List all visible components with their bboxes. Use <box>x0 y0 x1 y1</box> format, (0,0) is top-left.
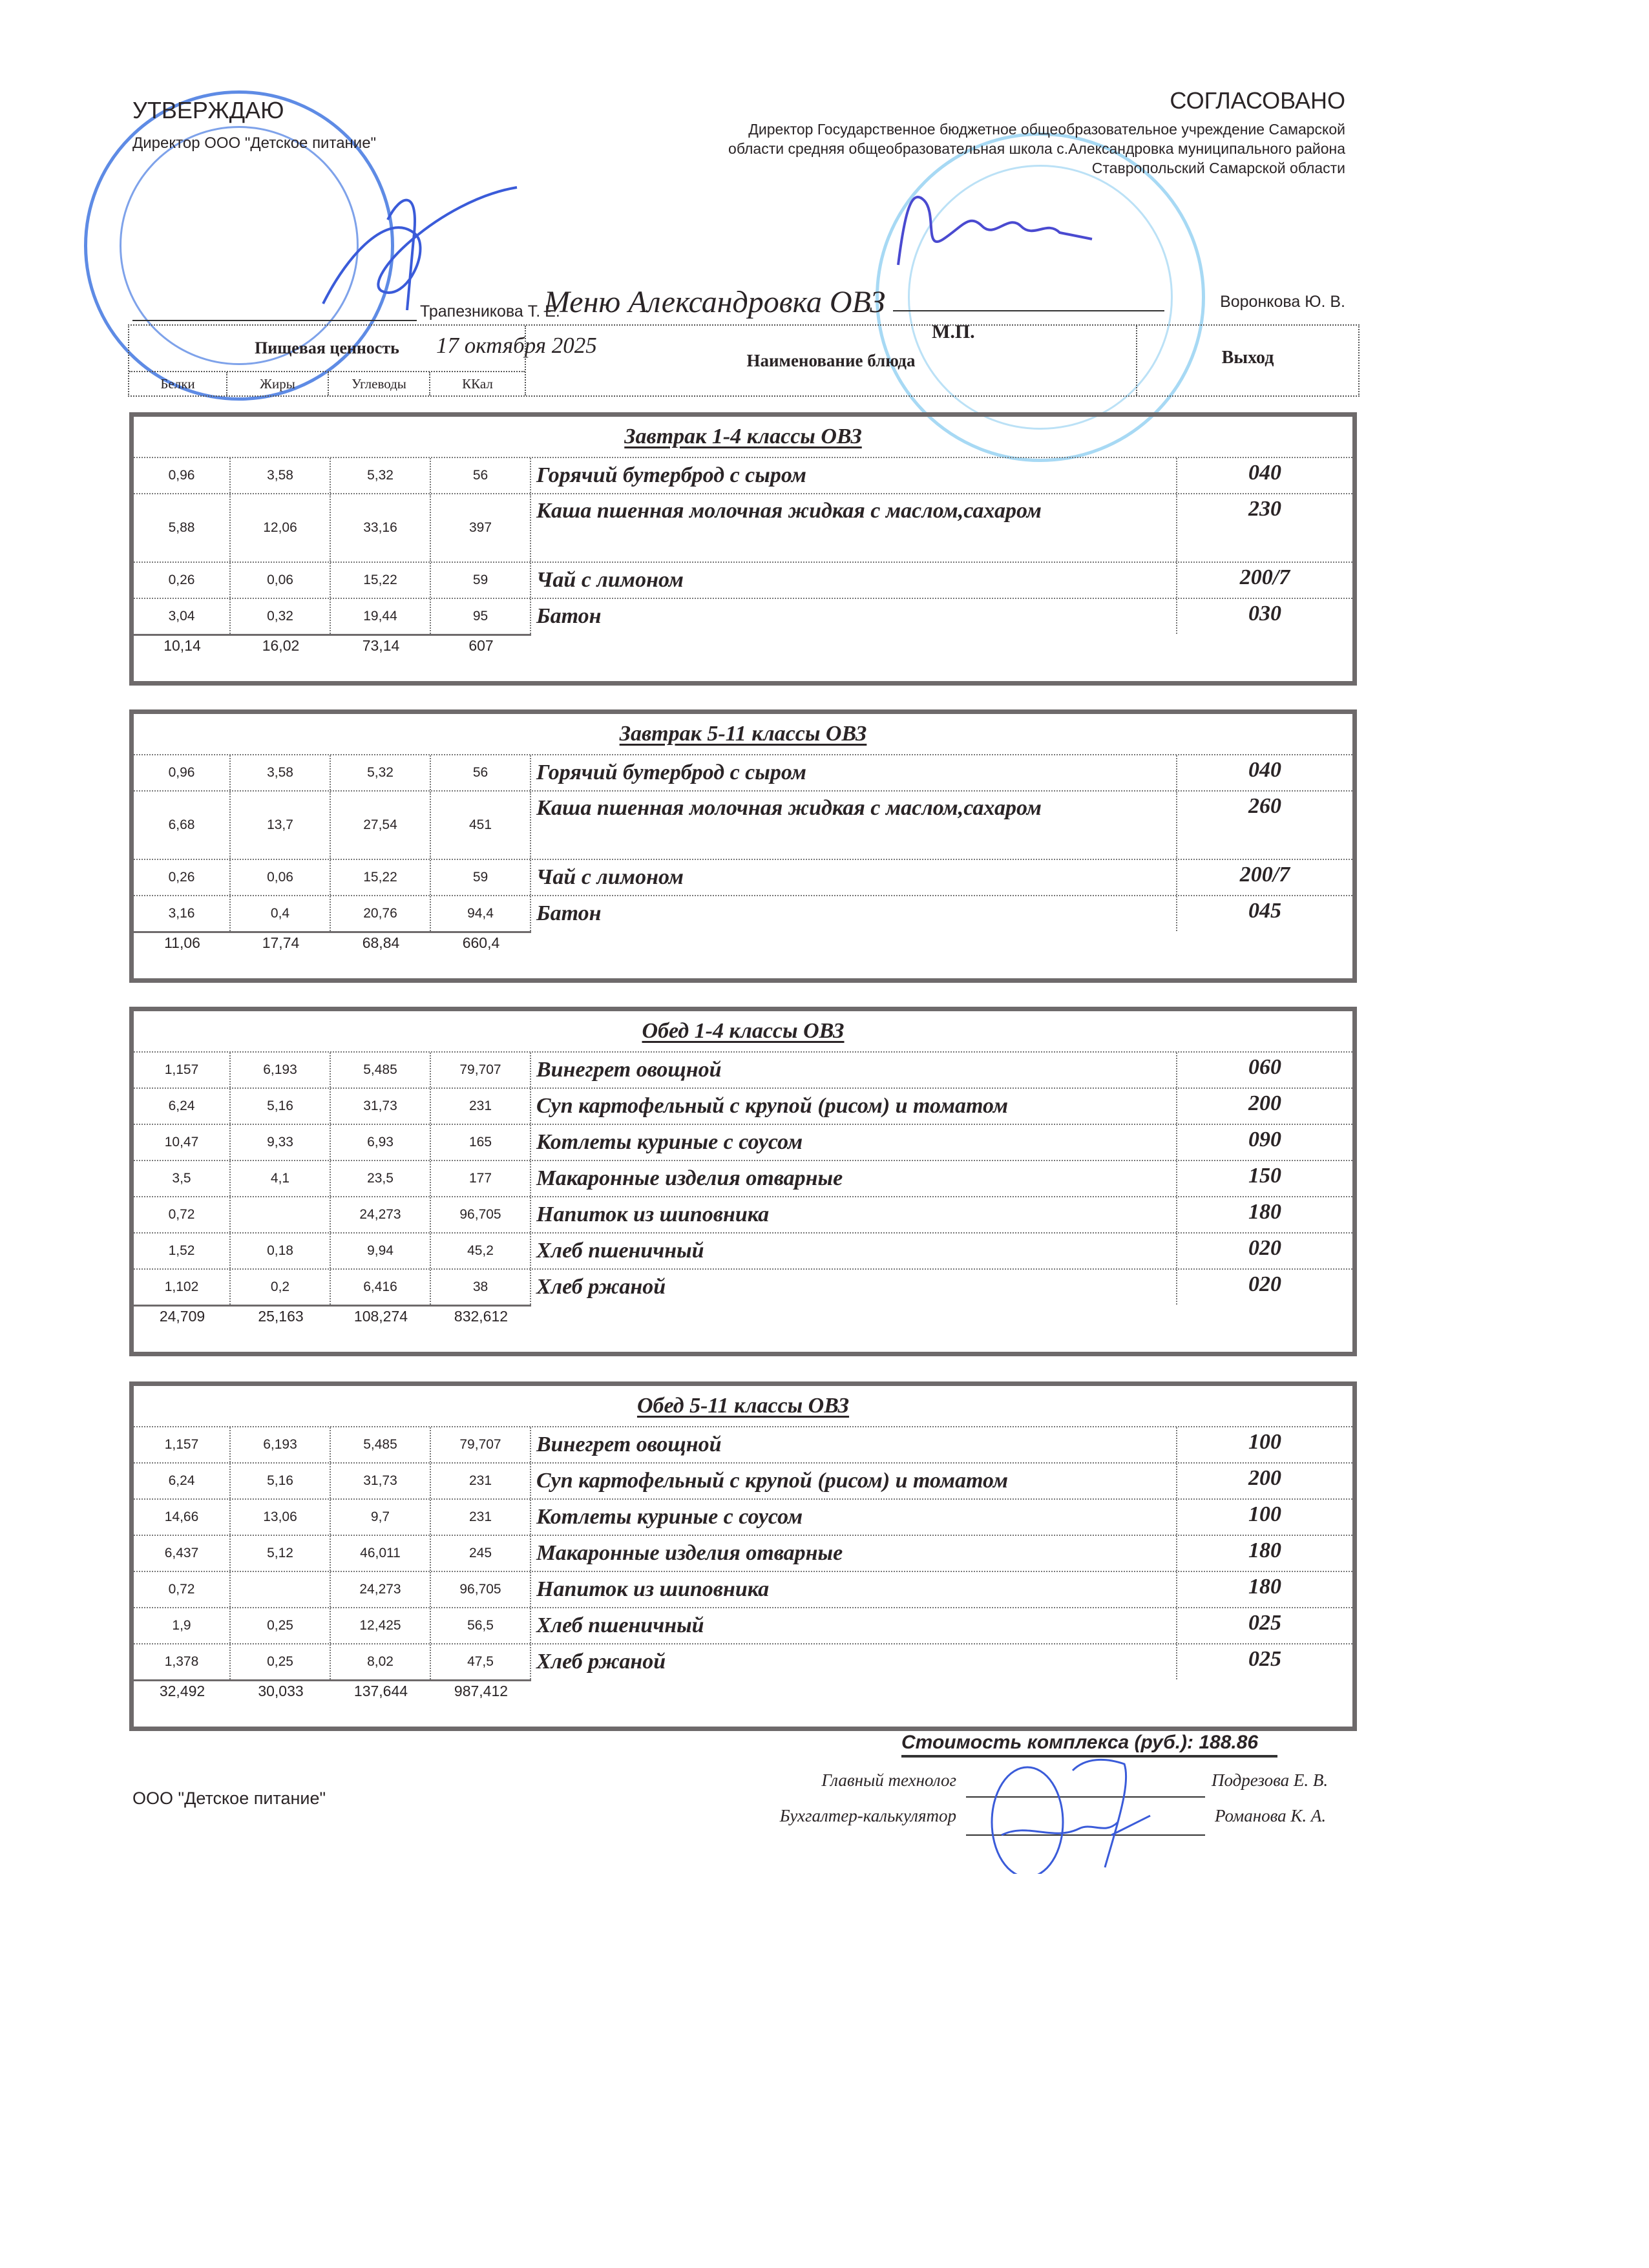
menu-row <box>134 895 1352 931</box>
yield-cell: 100 <box>1248 1502 1281 1526</box>
dish-name-cell: Хлеб пшеничный <box>531 1608 1177 1643</box>
yield-cell: 040 <box>1248 461 1281 485</box>
agreement-org <box>615 120 1345 178</box>
dish-name-cell: Макаронные изделия отварные <box>531 1536 1177 1571</box>
dish-name-cell: Батон <box>531 896 1177 931</box>
carbs-cell: 8,02 <box>331 1644 431 1679</box>
totals-row <box>134 634 531 681</box>
total-protein: 11,06 <box>164 934 200 951</box>
meal-section <box>129 1007 1357 1356</box>
accountant-name: Романова К. А. <box>1215 1806 1327 1825</box>
kcal-cell: 45,2 <box>431 1234 531 1268</box>
protein-cell: 1,102 <box>134 1270 231 1305</box>
yield-cell: 200 <box>1248 1466 1281 1490</box>
yield-cell: 180 <box>1248 1538 1281 1562</box>
section-title-text: Завтрак 1-4 классы ОВЗ <box>624 425 862 448</box>
fat-cell <box>231 1572 331 1607</box>
yield-cell: 020 <box>1248 1272 1281 1296</box>
carbs-cell: 24,273 <box>331 1572 431 1607</box>
seal-label: М.П. <box>932 321 975 342</box>
fat-cell: 12,06 <box>231 494 331 562</box>
section-title-text: Завтрак 5-11 классы ОВЗ <box>619 722 867 746</box>
fat-cell <box>231 1197 331 1232</box>
total-protein: 10,14 <box>163 637 201 654</box>
protein-cell: 10,47 <box>134 1125 231 1160</box>
carbs-cell: 24,273 <box>331 1197 431 1232</box>
protein-cell: 1,378 <box>134 1644 231 1679</box>
menu-row <box>134 1087 1352 1124</box>
dish-name-cell: Напиток из шиповника <box>531 1197 1177 1232</box>
approval-role: Директор ООО "Детское питание" <box>132 134 377 152</box>
section-title <box>134 1386 1352 1426</box>
menu-row <box>134 1643 1352 1679</box>
fat-cell: 0,06 <box>231 563 331 598</box>
meal-section <box>129 709 1357 983</box>
total-fat: 30,033 <box>258 1683 304 1699</box>
menu-row <box>134 493 1352 562</box>
carbs-cell: 19,44 <box>331 599 431 634</box>
carbs-cell: 33,16 <box>331 494 431 562</box>
totals-row <box>134 1679 531 1727</box>
fat-cell: 0,32 <box>231 599 331 634</box>
yield-cell: 025 <box>1248 1647 1281 1671</box>
fat-cell: 0,06 <box>231 860 331 895</box>
dish-name-cell: Хлеб ржаной <box>531 1270 1177 1305</box>
kcal-cell: 231 <box>431 1500 531 1535</box>
carbs-cell: 6,93 <box>331 1125 431 1160</box>
dish-name-cell: Котлеты куриные с соусом <box>531 1125 1177 1160</box>
protein-cell: 6,24 <box>134 1089 231 1124</box>
yield-cell: 180 <box>1248 1575 1281 1599</box>
total-carbs: 73,14 <box>362 637 400 654</box>
carbs-cell: 9,94 <box>331 1234 431 1268</box>
accountant-row <box>646 1806 1357 1845</box>
company-name: ООО "Детское питание" <box>132 1789 326 1808</box>
kcal-cell: 397 <box>431 494 531 562</box>
agreement-org-line: области средняя общеобразовательная школа с.Александровка муниципального района <box>728 140 1345 157</box>
menu-row <box>134 1051 1352 1087</box>
kcal-cell: 38 <box>431 1270 531 1305</box>
nutrition-header <box>129 326 526 395</box>
total-kcal: 987,412 <box>454 1683 509 1699</box>
fat-cell: 6,193 <box>231 1427 331 1462</box>
total-kcal: 607 <box>468 637 494 654</box>
carbs-cell: 5,32 <box>331 458 431 493</box>
kcal-cell: 79,707 <box>431 1053 531 1087</box>
protein-cell: 3,5 <box>134 1161 231 1196</box>
menu-row <box>134 1462 1352 1498</box>
section-title <box>134 417 1352 457</box>
col-kcal: ККал <box>462 376 493 392</box>
fat-cell: 9,33 <box>231 1125 331 1160</box>
signature-line <box>966 1796 1205 1798</box>
col-yield: Выход <box>1221 348 1274 368</box>
kcal-cell: 47,5 <box>431 1644 531 1679</box>
column-header <box>128 324 1360 397</box>
kcal-cell: 79,707 <box>431 1427 531 1462</box>
kcal-cell: 95 <box>431 599 531 634</box>
menu-row <box>134 1232 1352 1268</box>
agreement-title: СОГЛАСОВАНО <box>1170 87 1345 114</box>
kcal-cell: 231 <box>431 1089 531 1124</box>
dish-name-cell: Суп картофельный с крупой (рисом) и томатом <box>531 1089 1177 1124</box>
total-carbs: 68,84 <box>362 934 400 951</box>
yield-cell: 030 <box>1248 602 1281 625</box>
dish-name-cell: Макаронные изделия отварные <box>531 1161 1177 1196</box>
dish-name-cell: Горячий бутерброд с сыром <box>531 458 1177 493</box>
carbs-cell: 27,54 <box>331 792 431 859</box>
protein-cell: 6,437 <box>134 1536 231 1571</box>
menu-row <box>134 1124 1352 1160</box>
carbs-cell: 31,73 <box>331 1464 431 1498</box>
kcal-cell: 56 <box>431 755 531 790</box>
yield-cell: 100 <box>1248 1430 1281 1454</box>
menu-row <box>134 562 1352 598</box>
menu-row <box>134 790 1352 859</box>
yield-cell: 200 <box>1248 1091 1281 1115</box>
agreement-signature-line <box>893 310 1164 311</box>
fat-cell: 5,16 <box>231 1464 331 1498</box>
protein-cell: 6,68 <box>134 792 231 859</box>
kcal-cell: 245 <box>431 1536 531 1571</box>
kcal-cell: 56,5 <box>431 1608 531 1643</box>
protein-cell: 1,52 <box>134 1234 231 1268</box>
protein-cell: 0,96 <box>134 458 231 493</box>
total-kcal: 832,612 <box>454 1308 509 1325</box>
protein-cell: 0,26 <box>134 563 231 598</box>
yield-cell: 260 <box>1248 794 1281 818</box>
protein-cell: 0,96 <box>134 755 231 790</box>
total-protein: 32,492 <box>159 1683 205 1699</box>
dish-name-cell: Винегрет овощной <box>531 1427 1177 1462</box>
agreement-org-line: Директор Государственное бюджетное общеобразовательное учреждение Самарской <box>748 121 1345 138</box>
kcal-cell: 165 <box>431 1125 531 1160</box>
col-protein: Белки <box>129 372 227 395</box>
chief-technologist-name: Подрезова Е. В. <box>1212 1770 1329 1790</box>
kcal-cell: 59 <box>431 563 531 598</box>
fat-cell: 6,193 <box>231 1053 331 1087</box>
yield-cell: 150 <box>1248 1164 1281 1188</box>
agreement-org-line: Ставропольский Самарской области <box>1091 160 1345 176</box>
accountant-role: Бухгалтер-калькулятор <box>779 1806 956 1825</box>
yield-cell: 200/7 <box>1239 565 1290 589</box>
carbs-cell: 12,425 <box>331 1608 431 1643</box>
kcal-cell: 451 <box>431 792 531 859</box>
dish-name-cell: Напиток из шиповника <box>531 1572 1177 1607</box>
total-fat: 16,02 <box>262 637 300 654</box>
total-fat: 17,74 <box>262 934 300 951</box>
agreement-signer: Воронкова Ю. В. <box>1220 293 1345 311</box>
dish-name-cell: Каша пшенная молочная жидкая с маслом,сахаром <box>531 494 1177 562</box>
menu-row <box>134 1571 1352 1607</box>
protein-cell: 1,157 <box>134 1427 231 1462</box>
totals-row <box>134 1305 531 1352</box>
carbs-cell: 46,011 <box>331 1536 431 1571</box>
protein-cell: 5,88 <box>134 494 231 562</box>
menu-row <box>134 457 1352 493</box>
fat-cell: 13,06 <box>231 1500 331 1535</box>
carbs-cell: 6,416 <box>331 1270 431 1305</box>
carbs-cell: 5,485 <box>331 1427 431 1462</box>
total-kcal: 660,4 <box>462 934 500 951</box>
yield-cell: 060 <box>1248 1055 1281 1079</box>
fat-cell: 4,1 <box>231 1161 331 1196</box>
col-carbs: Углеводы <box>329 372 430 395</box>
yield-cell: 180 <box>1248 1200 1281 1224</box>
dish-name-cell: Каша пшенная молочная жидкая с маслом,сахаром <box>531 792 1177 859</box>
approval-signer: Трапезникова Т. Е. <box>420 302 560 320</box>
protein-cell: 14,66 <box>134 1500 231 1535</box>
fat-cell: 0,25 <box>231 1644 331 1679</box>
dish-name-cell: Винегрет овощной <box>531 1053 1177 1087</box>
dish-name-cell: Горячий бутерброд с сыром <box>531 755 1177 790</box>
yield-cell: 230 <box>1248 497 1281 521</box>
menu-row <box>134 1607 1352 1643</box>
carbs-cell: 5,32 <box>331 755 431 790</box>
yield-cell: 025 <box>1248 1611 1281 1635</box>
menu-row <box>134 859 1352 895</box>
fat-cell: 13,7 <box>231 792 331 859</box>
chief-technologist-row <box>646 1770 1357 1809</box>
fat-cell: 0,4 <box>231 896 331 931</box>
total-fat: 25,163 <box>258 1308 304 1325</box>
menu-row <box>134 1268 1352 1305</box>
kcal-cell: 59 <box>431 860 531 895</box>
total-carbs: 108,274 <box>353 1308 408 1325</box>
menu-row <box>134 754 1352 790</box>
section-title <box>134 1011 1352 1051</box>
total-carbs: 137,644 <box>353 1683 408 1699</box>
col-fat: Жиры <box>227 372 329 395</box>
meal-section <box>129 412 1357 686</box>
fat-cell: 5,12 <box>231 1536 331 1571</box>
menu-row <box>134 1160 1352 1196</box>
protein-cell: 1,9 <box>134 1608 231 1643</box>
dish-name-cell: Хлеб ржаной <box>531 1644 1177 1679</box>
kcal-cell: 96,705 <box>431 1572 531 1607</box>
protein-cell: 0,72 <box>134 1197 231 1232</box>
carbs-cell: 15,22 <box>331 860 431 895</box>
approval-title: УТВЕРЖДАЮ <box>132 97 284 123</box>
fat-cell: 0,2 <box>231 1270 331 1305</box>
approval-signature-line <box>132 320 417 321</box>
kcal-cell: 94,4 <box>431 896 531 931</box>
menu-row <box>134 1498 1352 1535</box>
section-title-text: Обед 5-11 классы ОВЗ <box>636 1394 850 1418</box>
dish-name-cell: Чай с лимоном <box>531 563 1177 598</box>
col-dish: Наименование блюда <box>526 326 1137 395</box>
totals-row <box>134 931 531 978</box>
section-title <box>134 714 1352 754</box>
dish-name-cell: Чай с лимоном <box>531 860 1177 895</box>
yield-cell: 045 <box>1248 899 1281 923</box>
fat-cell: 3,58 <box>231 755 331 790</box>
kcal-cell: 231 <box>431 1464 531 1498</box>
school-director-signature-icon <box>885 174 1098 278</box>
carbs-cell: 20,76 <box>331 896 431 931</box>
protein-cell: 0,72 <box>134 1572 231 1607</box>
yield-cell: 040 <box>1248 758 1281 782</box>
protein-cell: 3,04 <box>134 599 231 634</box>
carbs-cell: 23,5 <box>331 1161 431 1196</box>
dish-name-cell: Суп картофельный с крупой (рисом) и томатом <box>531 1464 1177 1498</box>
yield-cell: 020 <box>1248 1236 1281 1260</box>
approval-date: 17 октября 2025 <box>436 333 597 358</box>
kcal-cell: 96,705 <box>431 1197 531 1232</box>
complex-cost: Стоимость комплекса (руб.): 188.86 <box>901 1732 1277 1758</box>
yield-cell: 200/7 <box>1239 863 1290 887</box>
protein-cell: 6,24 <box>134 1464 231 1498</box>
dish-name-cell: Хлеб пшеничный <box>531 1234 1177 1268</box>
yield-cell: 090 <box>1248 1128 1281 1151</box>
nutrition-title: Пищевая ценность <box>129 326 525 372</box>
dish-name-cell: Батон <box>531 599 1177 634</box>
fat-cell: 3,58 <box>231 458 331 493</box>
carbs-cell: 9,7 <box>331 1500 431 1535</box>
menu-row <box>134 1535 1352 1571</box>
kcal-cell: 56 <box>431 458 531 493</box>
fat-cell: 0,18 <box>231 1234 331 1268</box>
protein-cell: 3,16 <box>134 896 231 931</box>
chief-technologist-role: Главный технолог <box>821 1770 956 1790</box>
carbs-cell: 31,73 <box>331 1089 431 1124</box>
section-title-text: Обед 1-4 классы ОВЗ <box>642 1019 845 1043</box>
protein-cell: 0,26 <box>134 860 231 895</box>
menu-row <box>134 1196 1352 1232</box>
total-protein: 24,709 <box>159 1308 205 1325</box>
dish-name-cell: Котлеты куриные с соусом <box>531 1500 1177 1535</box>
carbs-cell: 15,22 <box>331 563 431 598</box>
fat-cell: 5,16 <box>231 1089 331 1124</box>
document-title: Меню Александровка ОВЗ <box>544 285 885 319</box>
menu-row <box>134 598 1352 634</box>
carbs-cell: 5,485 <box>331 1053 431 1087</box>
menu-row <box>134 1426 1352 1462</box>
protein-cell: 1,157 <box>134 1053 231 1087</box>
kcal-cell: 177 <box>431 1161 531 1196</box>
meal-section <box>129 1381 1357 1731</box>
signature-line <box>966 1834 1205 1836</box>
fat-cell: 0,25 <box>231 1608 331 1643</box>
